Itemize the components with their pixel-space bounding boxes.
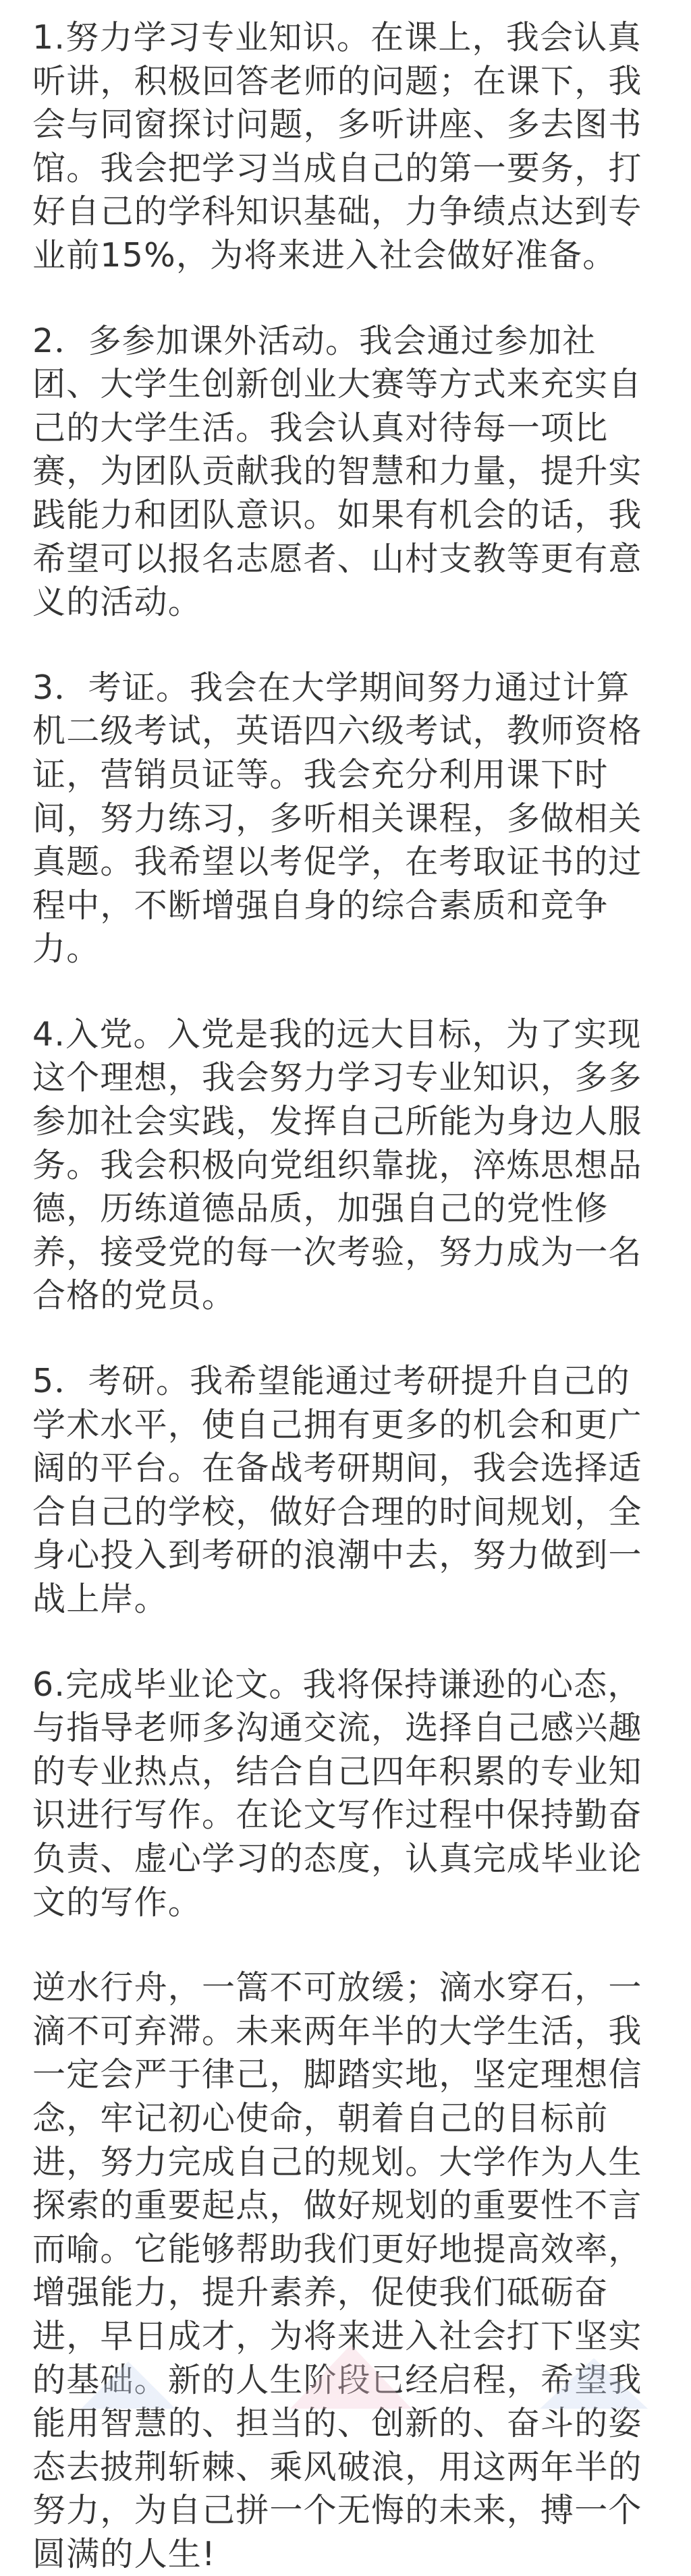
paragraph-party: 4.入党。入党是我的远大目标，为了实现这个理想，我会努力学习专业知识，多多参加社会实践，发挥自己所能为身边人服务。我会积极向党组织靠拢，淬炼思想品德，历练道德品质，加强自己的党性修养，接受党的每一次考验，努力成为一名合格的党员。: [32, 1014, 642, 1315]
paragraph-conclusion: 逆水行舟，一篙不可放缓；滴水穿石，一滴不可弃滞。未来两年半的大学生活，我一定会严于律己，脚踏实地，坚定理想信念，牢记初心使命，朝着自己的目标前进，努力完成自己的规划。大学作为人生探索的重要起点，做好规划的重要性不言而喻。它能够帮助我们更好地提高效率，增强能力，提升素养，促使我们砥砺奋进，早日成才，为将来进入社会打下坚实的基础。新的人生阶段已经启程，希望我能用智慧的、担当的、创新的、奋斗的姿态去披荆斩棘、乘风破浪，用这两年半的努力，为自己拼一个无悔的未来，搏一个圆满的人生!: [32, 1968, 642, 2573]
paragraph-study: 1.努力学习专业知识。在课上，我会认真听讲，积极回答老师的问题；在课下，我会与同窗探讨问题，多听讲座、多去图书馆。我会把学习当成自己的第一要务，打好自己的学科知识基础，力争绩点达到专业前15%，为将来进入社会做好准备。: [32, 18, 642, 275]
paragraph-thesis: 6.完成毕业论文。我将保持谦逊的心态，与指导老师多沟通交流，选择自己感兴趣的专业热点，结合自己四年积累的专业知识进行写作。在论文写作过程中保持勤奋负责、虚心学习的态度，认真完成毕业论文的写作。: [32, 1665, 642, 1922]
paragraph-graduate-exam: 5．考研。我希望能通过考研提升自己的学术水平，使自己拥有更多的机会和更广阔的平台。在备战考研期间，我会选择适合自己的学校，做好合理的时间规划，全身心投入到考研的浪潮中去，努力做到一战上岸。: [32, 1362, 642, 1618]
paragraph-activities: 2．多参加课外活动。我会通过参加社团、大学生创新创业大赛等方式来充实自己的大学生活。我会认真对待每一项比赛，为团队贡献我的智慧和力量，提升实践能力和团队意识。如果有机会的话，我希望可以报名志愿者、山村支教等更有意义的活动。: [32, 321, 642, 622]
paragraph-certificates: 3．考证。我会在大学期间努力通过计算机二级考试，英语四六级考试，教师资格证，营销员证等。我会充分利用课下时间，努力练习，多听相关课程，多做相关真题。我希望以考促学，在考取证书的过程中，不断增强自身的综合素质和竞争力。: [32, 668, 642, 969]
